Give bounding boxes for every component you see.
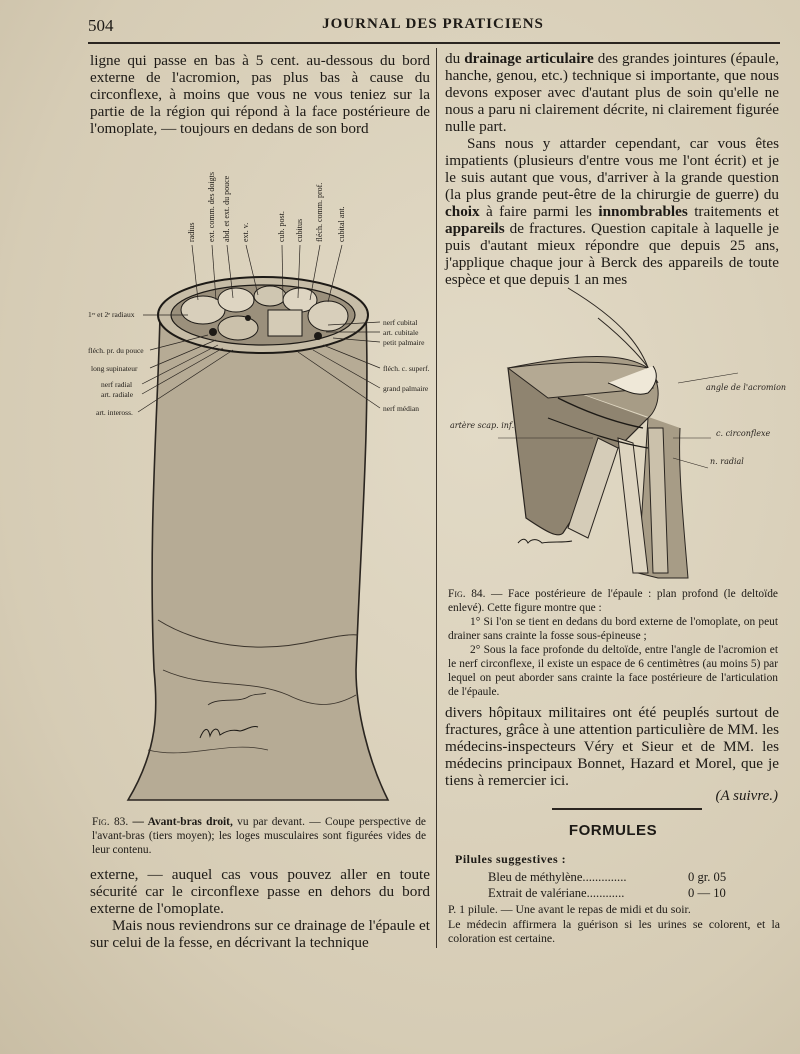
journal-title: JOURNAL DES PRATICIENS: [322, 16, 544, 32]
label-ext-comm-doigts: ext. comm. des doigts: [207, 172, 216, 242]
label-nerf-cubital: nerf cubital: [383, 318, 418, 327]
text-run: traitements et: [687, 203, 779, 220]
formules-subheading: Pilules suggestives :: [455, 852, 567, 866]
paragraph: divers hôpitaux militaires ont été peuplés surtout de fractures, grâce à une attention particulière de MM. les médecins-inspecteurs Véry et Sieur et de MM. les médecins principaux Bonnet, Hazard et Morel, que je tiens à remercier ici.: [445, 704, 779, 789]
caption-item-2: 2° Sous la face profonde du deltoïde, entre l'angle de l'acromion et le nerf circonflexe, il existe un espace de 6 centimètres (au moins 5) par lequel on peut aborder sans crainte la face postérieure de l'articulation de l'épaule.: [448, 644, 778, 698]
label-long-supinateur: long supinateur: [91, 364, 138, 373]
label-angle-acromion: angle de l'acromion: [706, 383, 787, 392]
shoulder-drawing: [498, 288, 738, 578]
label-art-cubitale: art. cubitale: [383, 328, 419, 337]
figure-84-shoulder: [448, 288, 787, 583]
fig83-left-labels: [88, 310, 144, 417]
caption-intro: [448, 587, 778, 615]
fig83-right-labels: [383, 318, 430, 413]
label-flech-pr-pouce: fléch. pr. du pouce: [88, 346, 144, 355]
label-flech-comm-prof: fléch. comm. prof.: [315, 182, 324, 242]
text-run: du: [445, 50, 465, 67]
header-rule: [88, 42, 780, 44]
section-rule: [552, 808, 702, 810]
text-run: des grandes jointures (épaule, hanche, genou, etc.) technique si importante, que nous devons exposer avec d'autant plus de soin qu'elle ne nous a paru ni clairement décrite, ni clairement figurée nulle part.: [445, 50, 779, 135]
text-run: à faire parmi les: [479, 203, 599, 220]
label-nerf-radial: nerf radial: [101, 380, 133, 389]
figure-83-caption: [92, 815, 426, 857]
label-flech-c-superf: fléch. c. superf.: [383, 364, 430, 373]
label-c-circonflexe: c. circonflexe: [716, 429, 771, 438]
emphasis: drainage articulaire: [464, 50, 594, 67]
label-nerf-median: nerf médian: [383, 404, 420, 413]
figure-84-caption: [448, 587, 778, 699]
label-petit-palmaire: petit palmaire: [383, 338, 425, 347]
text-run: de fractures. Question capitale à laquelle je puis d'autant mieux répondre que depuis 25 ans, j'applique chaque jour à Berck des appareils de toute espèce et que depuis 1 an mes: [445, 220, 779, 288]
column-divider: [436, 48, 437, 948]
label-abd-ext-pouce: abd. et ext. du pouce: [222, 175, 231, 242]
physician-note: Le médecin affirmera la guérison si les urines se colorent, et la coloration est certaine.: [448, 917, 780, 945]
label-art-inteross: art. inteross.: [96, 408, 133, 417]
paragraph: [445, 50, 779, 135]
label-art-radiale: art. radiale: [101, 390, 134, 399]
left-column-bottom-text: [90, 866, 430, 951]
label-n-radial: n. radial: [710, 457, 744, 466]
figure-83-forearm: [88, 150, 433, 810]
caption-figure-number: Fig. 84.: [448, 588, 486, 600]
dosage-note: P. 1 pilule. — Une avant le repas de midi et du soir.: [448, 902, 691, 916]
paragraph: ligne qui passe en bas à 5 cent. au-dessous du bord externe de l'acromion, pas plus bas à cause du circonflexe, à moins que vous ne vous teniez sur la partie de la région qui répond à la face postérieure de l'omoplate, — toujours en dedans de son bord: [90, 52, 430, 137]
label-ext-v: ext. v.: [241, 222, 250, 242]
ingredient-name: Bleu de méthylène..............: [488, 870, 627, 884]
ingredient-name: Extrait de valériane............: [488, 886, 625, 900]
text-run: Sans nous y attarder cependant, car vous êtes impatients (plusieurs d'entre vous me l'ont écrit) et je le suis autant que vous, d'arriver à la grande question (la plus grande peut-être de la chirurgie de guerre) du: [445, 135, 779, 203]
left-column-top-text: [90, 52, 430, 137]
caption-figure-number: Fig. 83.: [92, 816, 129, 828]
page-number: 504: [88, 16, 114, 35]
label-cubitus: cubitus: [295, 218, 304, 242]
caption-title: — Avant-bras droit,: [132, 816, 233, 828]
formules-heading: FORMULES: [568, 822, 658, 839]
paragraph: externe, — auquel cas vous pouvez aller en toute sécurité car le circonflexe passe en dehors du bord externe de l'omoplate.: [90, 866, 430, 917]
paragraph: Mais nous reviendrons sur ce drainage de l'épaule et sur celui de la fesse, en décrivant la technique: [90, 917, 430, 951]
ingredient-dose: 0 gr. 05: [688, 870, 727, 884]
right-column-top-text: [445, 50, 779, 288]
label-cubital-ant: cubital ant.: [337, 206, 346, 242]
fig83-top-labels: [187, 172, 346, 242]
emphasis: innombrables: [598, 203, 688, 220]
to-be-continued: (A suivre.): [715, 788, 778, 804]
ingredient-dose: 0 — 10: [688, 886, 726, 900]
label-artere-scap-inf: artère scap. inf.: [450, 421, 515, 430]
right-column-mid-text: [445, 704, 779, 789]
emphasis: appareils: [445, 220, 505, 237]
label-radius: radius: [187, 222, 196, 242]
emphasis: choix: [445, 203, 480, 220]
running-header: [88, 14, 778, 38]
paragraph: [445, 135, 779, 288]
label-grand-palmaire: grand palmaire: [383, 384, 429, 393]
caption-text: vu par devant. — Coupe perspective de l'avant-bras (tiers moyen); les loges musculaires sont figurées vides de leur contenu.: [92, 816, 426, 856]
label-cub-post: cub. post.: [277, 211, 286, 242]
caption-item-1: 1° Si l'on se tient en dedans du bord externe de l'omoplate, on peut drainer sans crainte la fosse sous-épineuse ;: [448, 616, 778, 642]
caption-text: — Face postérieure de l'épaule : plan profond (le deltoïde enlevé). Cette figure montre que :: [448, 588, 778, 614]
label-radiaux: 1ᵉʳ et 2ᵉ radiaux: [88, 310, 135, 319]
